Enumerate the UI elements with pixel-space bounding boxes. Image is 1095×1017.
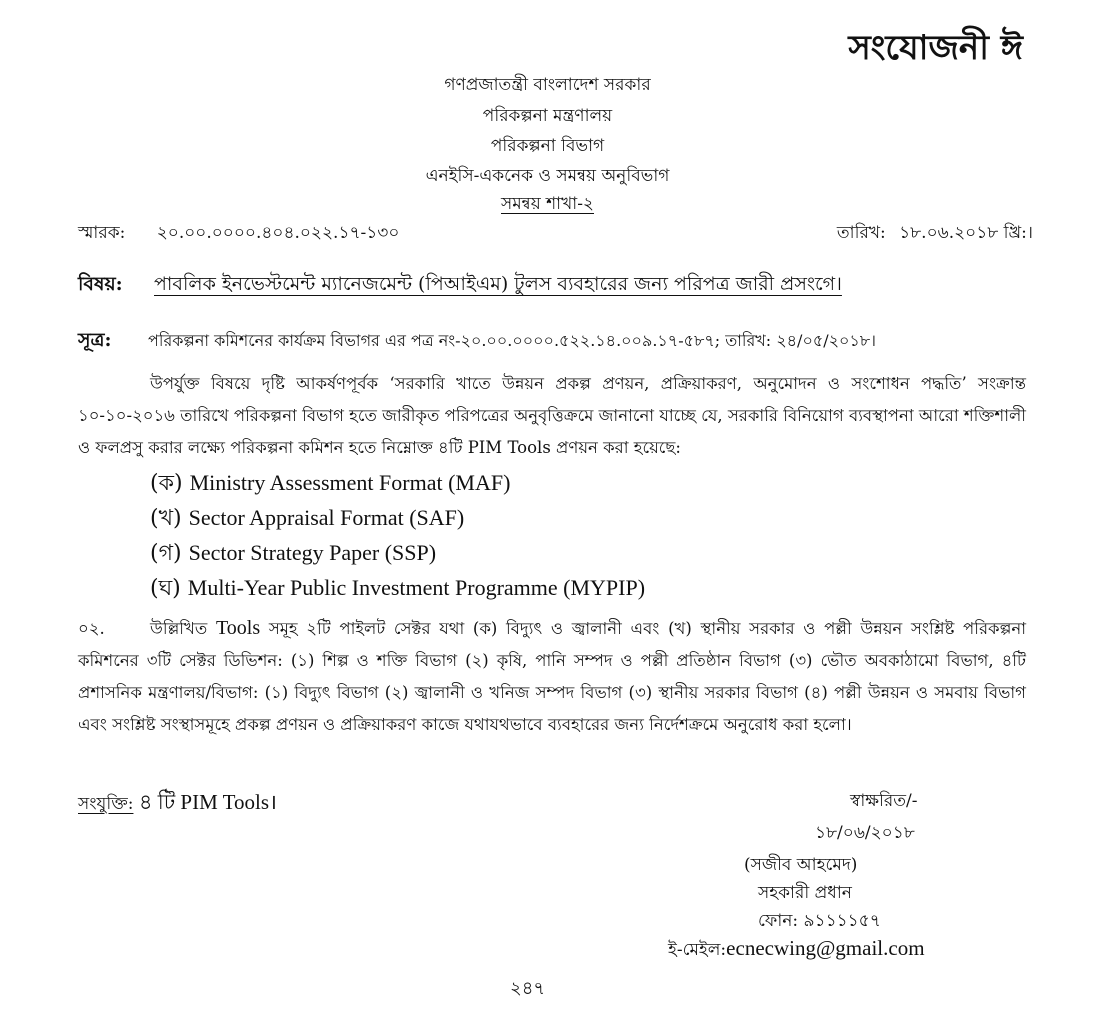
subject-text: পাবলিক ইনভেস্টমেন্ট ম্যানেজমেন্ট (পিআইএম) টুলস ব্যবহারের জন্য পরিপত্র জারী প্রসংগে। (154, 273, 842, 295)
paragraph-number: ০২. (78, 619, 105, 638)
signature-designation: সহকারী প্রধান (758, 883, 852, 903)
body-paragraph-2 (78, 612, 1026, 741)
memo-date (837, 220, 1033, 248)
list-item (150, 571, 645, 606)
source-text: পরিকল্পনা কমিশনের কার্যক্রম বিভাগর এর পত্র নং-২০.০০.০০০০.৫২২.১৪.০০৯.১৭-৫৮৭; তারিখ: ২৪/০৫/২০১৮। (148, 331, 876, 350)
tool-name: Sector Strategy Paper (SSP) (188, 540, 437, 565)
body-paragraph-1: উপর্যুক্ত বিষয়ে দৃষ্টি আকর্ষণপূর্বক ‘সরকারি খাতে উন্নয়ন প্রকল্প প্রণয়ন, প্রক্রিয়াকরণ, অনুমোদন ও সংশোধন পদ্ধতি’ সংক্রান্ত ১০-১০-২০১৬ তারিখে পরিকল্পনা বিভাগ হতে জারীকৃত পরিপত্রের অনুবৃত্তিক্রমে জানানো যাচ্ছে যে, সরকারি বিনিয়োগ ব্যবস্থাপনা আরো শক্তিশালী ও ফলপ্রসু করার লক্ষ্যে পরিকল্পনা কমিশন হতে নিম্নোক্ত ৪টি PIM Tools প্রণয়ন করা হয়েছে: (78, 374, 1026, 457)
paragraph-2-pre: উল্লিখিত (150, 619, 208, 638)
memo-ref-label: স্মারক: (78, 223, 126, 243)
signature-email (668, 936, 925, 965)
subject-label: বিষয়: (78, 273, 123, 295)
signature-email-label: ই-মেইল: (668, 940, 727, 960)
header-division: পরিকল্পনা বিভাগ (490, 136, 605, 156)
list-item (150, 536, 645, 571)
memo-date-label: তারিখ: (836, 223, 886, 243)
source-line (78, 326, 876, 358)
list-item (150, 466, 645, 501)
tool-name: Multi-Year Public Investment Programme (MYPIP) (187, 575, 646, 600)
pim-tools-list (150, 466, 645, 606)
attachment-text: ৪ টি PIM Tools। (138, 790, 277, 814)
memo-ref-value: ২০.০০.০০০০.৪০৪.০২২.১৭-১৩০ (156, 223, 400, 243)
signature-date: ১৮/০৬/২০১৮ (815, 823, 915, 843)
list-marker: (খ) (150, 506, 182, 531)
annex-label: সংযোজনী ঈ (848, 28, 1023, 68)
list-marker: (ক) (150, 471, 183, 496)
tool-name: Sector Appraisal Format (SAF) (188, 505, 465, 530)
header-branch: সমন্বয় শাখা-২ (501, 194, 594, 214)
list-item (150, 501, 645, 536)
subject-line (78, 270, 842, 302)
page-number: ২৪৭ (510, 978, 546, 999)
tool-name: Ministry Assessment Format (MAF) (189, 470, 511, 495)
signature-phone: ফোন: ৯১১১১৫৭ (758, 911, 881, 931)
source-label: সূত্র: (78, 329, 112, 351)
header-government: গণপ্রজাতন্ত্রী বাংলাদেশ সরকার (444, 75, 651, 95)
list-marker: (গ) (150, 541, 182, 566)
memo-reference (78, 220, 399, 248)
attachment-line (78, 786, 277, 821)
attachment-label: সংযুক্তি: (78, 794, 134, 814)
signature-email-value: ecnecwing@gmail.com (726, 936, 925, 960)
paragraph-2-rest: সমূহ ২টি পাইলট সেক্টর যথা (ক) বিদ্যুৎ ও জ্বালানী এবং (খ) স্থানীয় সরকার ও পল্লী উন্নয়ন সংশ্লিষ্ট পরিকল্পনা কমিশনের ৩টি সেক্টর ডিভিশন: (১) শিল্প ও শক্তি বিভাগ (২) কৃষি, পানি সম্পদ ও পল্লী প্রতিষ্ঠান বিভাগ (৩) ভৌত অবকাঠামো বিভাগ, ৪টি প্রশাসনিক মন্ত্রণালয়/বিভাগ: (১) বিদ্যুৎ বিভাগ (২) জ্বালানী ও খনিজ সম্পদ বিভাগ (৩) স্থানীয় সরকার বিভাগ (৪) পল্লী উন্নয়ন ও সমবায় বিভাগ এবং সংশ্লিষ্ট সংস্থাসমূহে প্রকল্প প্রণয়ন ও প্রক্রিয়াকরণ কাজে যথাযথভাবে ব্যবহারের জন্য নির্দেশক্রমে অনুরোধ করা হলো। (78, 619, 1026, 734)
paragraph-2-tools: Tools (215, 617, 261, 639)
memo-date-value: ১৮.০৬.২০১৮ খ্রি:। (899, 223, 1033, 243)
signature-signed: স্বাক্ষরিত/- (850, 791, 918, 811)
header-branch-wrap (0, 191, 1095, 219)
header-ministry: পরিকল্পনা মন্ত্রণালয় (482, 106, 613, 126)
header-wing: এনইসি-একনেক ও সমন্বয় অনুবিভাগ (425, 166, 670, 186)
list-marker: (ঘ) (150, 576, 181, 601)
signature-name: (সজীব আহমেদ) (744, 855, 858, 875)
